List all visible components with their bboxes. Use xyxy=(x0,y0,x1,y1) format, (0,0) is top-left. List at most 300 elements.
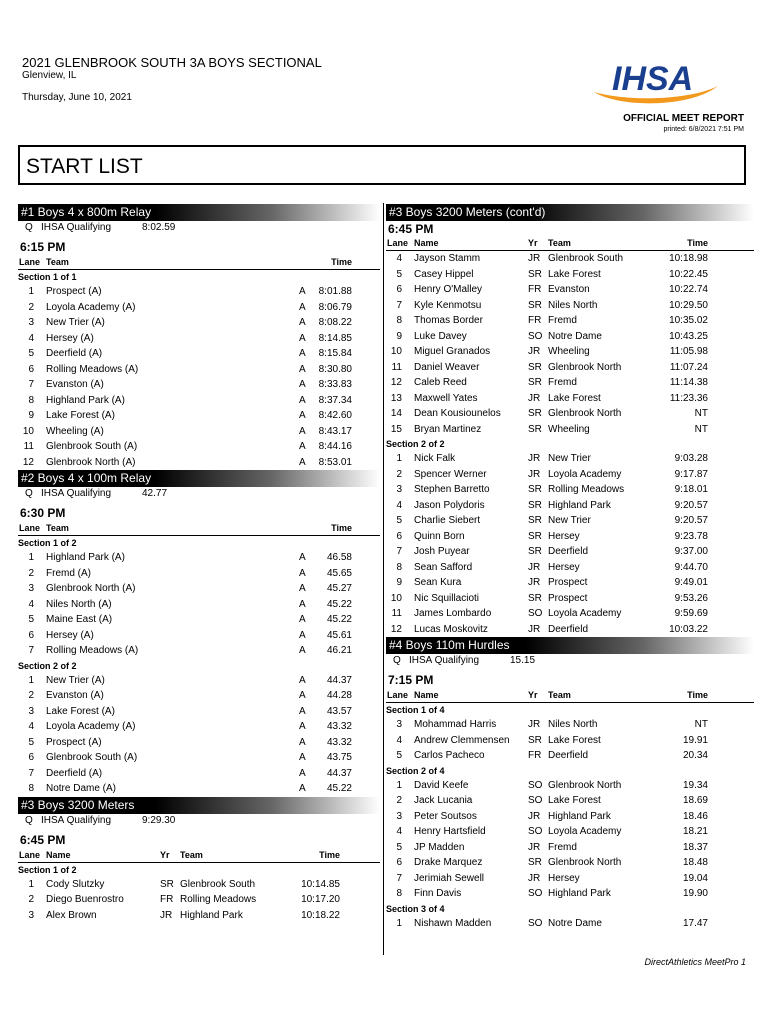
table-row xyxy=(18,300,380,316)
lane: 9 xyxy=(396,330,402,342)
lane: 7 xyxy=(28,379,34,390)
section-label: Section 2 of 4 xyxy=(386,765,445,776)
table-row xyxy=(18,704,380,720)
team-name: Niles North xyxy=(548,719,598,730)
seed-time: 8:15.84 xyxy=(318,348,352,359)
section-label: Section 1 of 2 xyxy=(18,538,77,548)
section-label: Section 1 of 2 xyxy=(18,864,77,875)
team-name: Glenbrook South (A) xyxy=(46,441,138,452)
lane-header: Lane xyxy=(19,849,41,860)
table-row xyxy=(386,778,754,794)
relay-letter: A xyxy=(299,721,306,732)
table-row xyxy=(18,408,380,424)
seed-time: 9:49.01 xyxy=(674,577,708,588)
grade-year: SR xyxy=(528,734,542,746)
team-name: Niles North (A) xyxy=(46,598,112,610)
grade-year: JR xyxy=(528,253,541,264)
athlete-name: Kyle Kenmotsu xyxy=(414,299,482,311)
athlete-name: Alex Brown xyxy=(46,909,97,921)
seed-time: 10:22.45 xyxy=(669,268,708,280)
table-row xyxy=(18,766,380,782)
seed-time: 46.58 xyxy=(326,552,352,563)
team-name: Hersey (A) xyxy=(46,629,94,641)
lane: 7 xyxy=(28,645,34,656)
team-name: Glenbrook South (A) xyxy=(46,752,138,763)
table-row xyxy=(18,362,380,378)
qualifying-time: 8:02.59 xyxy=(142,222,176,233)
team-name: Rolling Meadows (A) xyxy=(46,645,139,656)
table-row xyxy=(386,313,754,329)
table-row xyxy=(386,916,754,932)
table-row xyxy=(386,591,754,607)
seed-time: 44.37 xyxy=(326,767,352,779)
lane: 1 xyxy=(28,878,34,890)
seed-time: 9:20.57 xyxy=(674,499,708,511)
table-row xyxy=(18,424,380,440)
athlete-name: Spencer Werner xyxy=(414,468,487,480)
team-name: Highland Park (A) xyxy=(46,394,125,406)
lane: 5 xyxy=(28,736,34,748)
column-header xyxy=(18,849,380,863)
seed-time: 8:43.17 xyxy=(318,425,352,437)
lane: 9 xyxy=(396,577,402,588)
grade-year: JR xyxy=(528,719,541,730)
seed-time: 11:14.38 xyxy=(669,377,708,388)
team-name: Lake Forest xyxy=(548,392,601,404)
lane: 8 xyxy=(396,315,402,326)
team-name: Glenbrook North xyxy=(548,408,622,419)
team-name: Niles North xyxy=(548,299,598,311)
lane: 7 xyxy=(28,767,34,779)
lane: 4 xyxy=(28,332,34,344)
grade-year: JR xyxy=(528,623,541,635)
table-row xyxy=(386,391,754,407)
relay-letter: A xyxy=(299,441,306,452)
lane: 4 xyxy=(28,598,34,610)
lane: 2 xyxy=(396,795,402,806)
table-row xyxy=(386,622,754,638)
event-start-time: 6:45 PM xyxy=(388,222,434,236)
lane: 11 xyxy=(391,608,402,619)
table-row xyxy=(386,360,754,376)
lane: 5 xyxy=(396,515,402,526)
table-row xyxy=(18,597,380,613)
lane: 2 xyxy=(28,301,34,313)
athlete-name: Maxwell Yates xyxy=(414,392,478,404)
athlete-name: Jayson Stamm xyxy=(414,253,481,264)
grade-year: JR xyxy=(160,909,173,921)
grade-year: JR xyxy=(528,872,541,884)
relay-letter: A xyxy=(299,674,306,686)
grade-year: SR xyxy=(528,408,542,419)
table-row xyxy=(18,628,380,644)
athlete-name: Sean Kura xyxy=(414,577,462,588)
athlete-name: Jerimiah Sewell xyxy=(414,872,485,884)
athlete-name: Thomas Border xyxy=(414,315,483,326)
lane-header: Lane xyxy=(19,523,41,533)
table-row xyxy=(18,892,380,908)
lane: 10 xyxy=(390,346,402,357)
seed-time: 45.22 xyxy=(326,598,352,610)
team-name: Deerfield xyxy=(548,546,589,557)
table-row xyxy=(386,298,754,314)
team-name: Wheeling xyxy=(548,346,590,357)
relay-letter: A xyxy=(299,629,306,641)
team-header: Team xyxy=(180,849,203,860)
seed-time: 8:44.16 xyxy=(318,441,352,452)
lane: 4 xyxy=(396,734,402,746)
seed-time: 8:08.22 xyxy=(318,317,352,328)
team-name: Deerfield (A) xyxy=(46,767,103,779)
relay-letter: A xyxy=(299,317,306,328)
relay-letter: A xyxy=(299,752,306,763)
team-name: Highland Park xyxy=(180,909,243,921)
athlete-name: David Keefe xyxy=(414,779,469,791)
team-name: Evanston xyxy=(548,284,590,295)
qualifying-standard xyxy=(18,221,380,236)
grade-year: SR xyxy=(528,857,542,868)
athlete-name: Luke Davey xyxy=(414,330,467,342)
relay-letter: A xyxy=(299,552,306,563)
team-name: Glenbrook North xyxy=(548,779,622,791)
seed-time: 11:23.36 xyxy=(669,392,708,404)
team-name: Glenbrook South xyxy=(548,253,624,264)
table-row xyxy=(386,282,754,298)
meet-location: Glenview, IL xyxy=(22,70,77,81)
table-row xyxy=(18,455,380,471)
table-row xyxy=(386,560,754,576)
lane: 9 xyxy=(28,410,34,421)
lane: 8 xyxy=(28,783,34,794)
seed-time: 9:18.01 xyxy=(674,484,708,495)
team-name: Deerfield xyxy=(548,623,589,635)
table-row xyxy=(386,886,754,902)
relay-letter: A xyxy=(299,394,306,406)
seed-time: 19.91 xyxy=(682,734,708,746)
seed-time: 9:44.70 xyxy=(674,561,708,573)
time-header: Time xyxy=(331,257,352,267)
team-name: Fremd (A) xyxy=(46,567,91,579)
time-header: Time xyxy=(687,690,708,700)
lane: 3 xyxy=(396,810,402,822)
qualifying-standard xyxy=(386,654,754,669)
relay-letter: A xyxy=(299,690,306,701)
table-row xyxy=(386,840,754,856)
lane: 4 xyxy=(396,253,402,264)
seed-time: 19.90 xyxy=(682,888,708,899)
column-divider xyxy=(383,203,384,955)
team-name: Glenbrook North xyxy=(548,857,622,868)
qualifying-code: Q xyxy=(393,655,401,666)
column-header xyxy=(18,256,380,270)
lane: 1 xyxy=(396,453,402,464)
grade-year: SR xyxy=(528,377,542,388)
grade-year: SO xyxy=(528,608,543,619)
athlete-name: Henry O'Malley xyxy=(414,284,483,295)
team-name: Prospect xyxy=(548,577,588,588)
seed-time: 10:18.98 xyxy=(669,253,708,264)
lane: 4 xyxy=(396,826,402,837)
seed-time: 9:20.57 xyxy=(674,515,708,526)
seed-time: 18.21 xyxy=(682,826,708,837)
table-row xyxy=(386,824,754,840)
grade-year: SO xyxy=(528,917,543,929)
team-name: Glenbrook North (A) xyxy=(46,456,136,468)
table-row xyxy=(386,606,754,622)
lane: 13 xyxy=(390,392,402,404)
athlete-name: Caleb Reed xyxy=(414,377,467,388)
lane-header: Lane xyxy=(19,257,41,267)
table-row xyxy=(386,375,754,391)
grade-year: SR xyxy=(528,546,542,557)
grade-year: SO xyxy=(528,888,543,899)
team-name: Notre Dame xyxy=(548,330,602,342)
seed-time: 9:03.28 xyxy=(674,453,708,464)
qualifying-code: Q xyxy=(25,488,33,499)
team-name: New Trier xyxy=(548,515,591,526)
relay-letter: A xyxy=(299,767,306,779)
left-column xyxy=(18,204,380,923)
lane: 10 xyxy=(390,592,402,604)
lane: 8 xyxy=(396,561,402,573)
seed-time: 45.22 xyxy=(326,783,352,794)
team-name: Notre Dame (A) xyxy=(46,783,117,794)
team-name: Prospect xyxy=(548,592,588,604)
time-header: Time xyxy=(331,523,352,533)
team-name: Evanston (A) xyxy=(46,690,104,701)
lane: 1 xyxy=(28,552,34,563)
team-name: Glenbrook North (A) xyxy=(46,583,136,594)
relay-letter: A xyxy=(299,286,306,297)
seed-time: 44.37 xyxy=(326,674,352,686)
lane: 6 xyxy=(396,284,402,295)
team-name: Highland Park (A) xyxy=(46,552,125,563)
athlete-name: Charlie Siebert xyxy=(414,515,481,526)
seed-time: 45.61 xyxy=(326,629,352,641)
meet-title: 2021 GLENBROOK SOUTH 3A BOYS SECTIONAL xyxy=(22,55,322,70)
relay-letter: A xyxy=(299,456,306,468)
lane: 2 xyxy=(28,690,34,701)
grade-year: SO xyxy=(528,795,543,806)
lane: 12 xyxy=(390,623,402,635)
qualifying-time: 9:29.30 xyxy=(142,814,176,826)
team-name: Fremd xyxy=(548,841,577,853)
team-name: Lake Forest (A) xyxy=(46,410,115,421)
seed-time: 19.04 xyxy=(682,872,708,884)
table-row xyxy=(18,643,380,659)
table-row xyxy=(18,346,380,362)
table-row xyxy=(18,750,380,766)
table-row xyxy=(386,748,754,764)
seed-time: 10:35.02 xyxy=(669,315,708,326)
footer-software: DirectAthletics MeetPro 1 xyxy=(644,957,746,967)
table-row xyxy=(386,717,754,733)
event-header: #1 Boys 4 x 800m Relay xyxy=(18,204,380,221)
grade-year: JR xyxy=(528,561,541,573)
table-row xyxy=(18,908,380,924)
table-row xyxy=(386,793,754,809)
seed-time: 43.32 xyxy=(326,721,352,732)
seed-time: 10:43.25 xyxy=(669,330,708,342)
grade-year: JR xyxy=(528,346,541,357)
event-start-time: 6:45 PM xyxy=(20,832,66,847)
table-row xyxy=(386,251,754,267)
lane: 1 xyxy=(28,674,34,686)
seed-time: NT xyxy=(694,408,708,419)
section-label: Section 3 of 4 xyxy=(386,903,445,914)
grade-year: FR xyxy=(160,894,174,905)
athlete-name: Mohammad Harris xyxy=(414,719,497,730)
table-row xyxy=(386,482,754,498)
athlete-name: Peter Soutsos xyxy=(414,810,477,822)
lane: 6 xyxy=(396,530,402,542)
lane: 6 xyxy=(396,857,402,868)
team-name: Highland Park xyxy=(548,888,611,899)
athlete-name: Nishawn Madden xyxy=(414,917,492,929)
team-name: Prospect (A) xyxy=(46,736,102,748)
seed-time: 11:05.98 xyxy=(669,346,708,357)
seed-time: 10:29.50 xyxy=(669,299,708,311)
athlete-name: James Lombardo xyxy=(414,608,492,619)
seed-time: 8:53.01 xyxy=(318,456,352,468)
seed-time: 9:59.69 xyxy=(674,608,708,619)
athlete-name: Dean Kousiounelos xyxy=(414,408,501,419)
table-row xyxy=(386,513,754,529)
team-name: Hersey xyxy=(548,872,580,884)
seed-time: 43.57 xyxy=(326,705,352,717)
seed-time: 19.34 xyxy=(682,779,708,791)
team-name: Lake Forest (A) xyxy=(46,705,115,717)
seed-time: 9:17.87 xyxy=(674,468,708,480)
team-name: Loyola Academy xyxy=(548,468,622,480)
seed-time: 18.69 xyxy=(682,795,708,806)
relay-letter: A xyxy=(299,332,306,344)
table-row xyxy=(386,871,754,887)
seed-time: 9:53.26 xyxy=(674,592,708,604)
grade-year: SR xyxy=(528,299,542,311)
team-name: Maine East (A) xyxy=(46,614,113,625)
seed-time: 11:07.24 xyxy=(669,361,708,373)
lane: 6 xyxy=(28,752,34,763)
athlete-name: Bryan Martinez xyxy=(414,423,482,435)
seed-time: 17.47 xyxy=(682,917,708,929)
lane: 11 xyxy=(23,441,34,452)
table-row xyxy=(386,267,754,283)
team-name: Rolling Meadows xyxy=(180,894,257,905)
team-name: Rolling Meadows xyxy=(548,484,625,495)
yr-header: Yr xyxy=(528,238,538,248)
meet-date: Thursday, June 10, 2021 xyxy=(22,92,132,103)
lane: 3 xyxy=(28,317,34,328)
name-header: Name xyxy=(46,849,71,860)
grade-year: SO xyxy=(528,779,543,791)
seed-time: NT xyxy=(694,719,708,730)
athlete-name: Diego Buenrostro xyxy=(46,894,124,905)
lane: 8 xyxy=(28,394,34,406)
grade-year: SO xyxy=(528,826,543,837)
seed-time: 9:23.78 xyxy=(674,530,708,542)
time-header: Time xyxy=(687,238,708,248)
relay-letter: A xyxy=(299,301,306,313)
athlete-name: Henry Hartsfield xyxy=(414,826,486,837)
seed-time: 10:22.74 xyxy=(669,284,708,295)
qualifying-standard xyxy=(18,487,380,502)
lane: 3 xyxy=(396,719,402,730)
name-header: Name xyxy=(414,690,439,700)
team-name: Highland Park xyxy=(548,810,611,822)
team-name: Lake Forest xyxy=(548,734,601,746)
grade-year: SR xyxy=(528,515,542,526)
table-row xyxy=(386,733,754,749)
official-meet-report: OFFICIAL MEET REPORT xyxy=(623,113,744,124)
relay-letter: A xyxy=(299,705,306,717)
team-header: Team xyxy=(46,523,69,533)
team-name: Loyola Academy (A) xyxy=(46,301,136,313)
table-row xyxy=(386,544,754,560)
lane: 8 xyxy=(396,888,402,899)
qualifying-standard xyxy=(18,814,380,829)
grade-year: SO xyxy=(528,330,543,342)
lane: 4 xyxy=(28,721,34,732)
table-row xyxy=(386,575,754,591)
lane-header: Lane xyxy=(387,238,409,248)
seed-time: 18.46 xyxy=(682,810,708,822)
team-name: Wheeling (A) xyxy=(46,425,104,437)
lane: 5 xyxy=(28,348,34,359)
lane-header: Lane xyxy=(387,690,409,700)
table-row xyxy=(18,612,380,628)
lane: 12 xyxy=(390,377,402,388)
section-label: Section 1 of 4 xyxy=(386,705,445,715)
team-name: Evanston (A) xyxy=(46,379,104,390)
table-row xyxy=(386,809,754,825)
relay-letter: A xyxy=(299,425,306,437)
lane: 3 xyxy=(28,909,34,921)
table-row xyxy=(18,877,380,893)
table-row xyxy=(18,439,380,455)
lane: 1 xyxy=(396,917,402,929)
seed-time: 8:14.85 xyxy=(318,332,352,344)
event-start-time: 7:15 PM xyxy=(388,673,434,687)
athlete-name: Nick Falk xyxy=(414,453,456,464)
seed-time: 43.32 xyxy=(326,736,352,748)
section-label: Section 1 of 1 xyxy=(18,272,77,282)
relay-letter: A xyxy=(299,736,306,748)
table-row xyxy=(386,406,754,422)
grade-year: FR xyxy=(528,284,542,295)
grade-year: SR xyxy=(528,499,542,511)
event-header: #4 Boys 110m Hurdles xyxy=(386,637,754,654)
grade-year: SR xyxy=(528,423,542,435)
lane: 1 xyxy=(396,779,402,791)
seed-time: 8:06.79 xyxy=(318,301,352,313)
relay-letter: A xyxy=(299,567,306,579)
relay-letter: A xyxy=(299,614,306,625)
seed-time: 45.22 xyxy=(326,614,352,625)
athlete-name: Lucas Moskovitz xyxy=(414,623,488,635)
team-name: Highland Park xyxy=(548,499,611,511)
seed-time: 18.48 xyxy=(682,857,708,868)
table-row xyxy=(18,735,380,751)
team-header: Team xyxy=(548,238,571,248)
table-row xyxy=(386,422,754,438)
table-row xyxy=(18,673,380,689)
grade-year: JR xyxy=(528,468,541,480)
lane: 2 xyxy=(28,894,34,905)
lane: 7 xyxy=(396,872,402,884)
yr-header: Yr xyxy=(160,849,170,860)
team-name: Hersey xyxy=(548,561,580,573)
